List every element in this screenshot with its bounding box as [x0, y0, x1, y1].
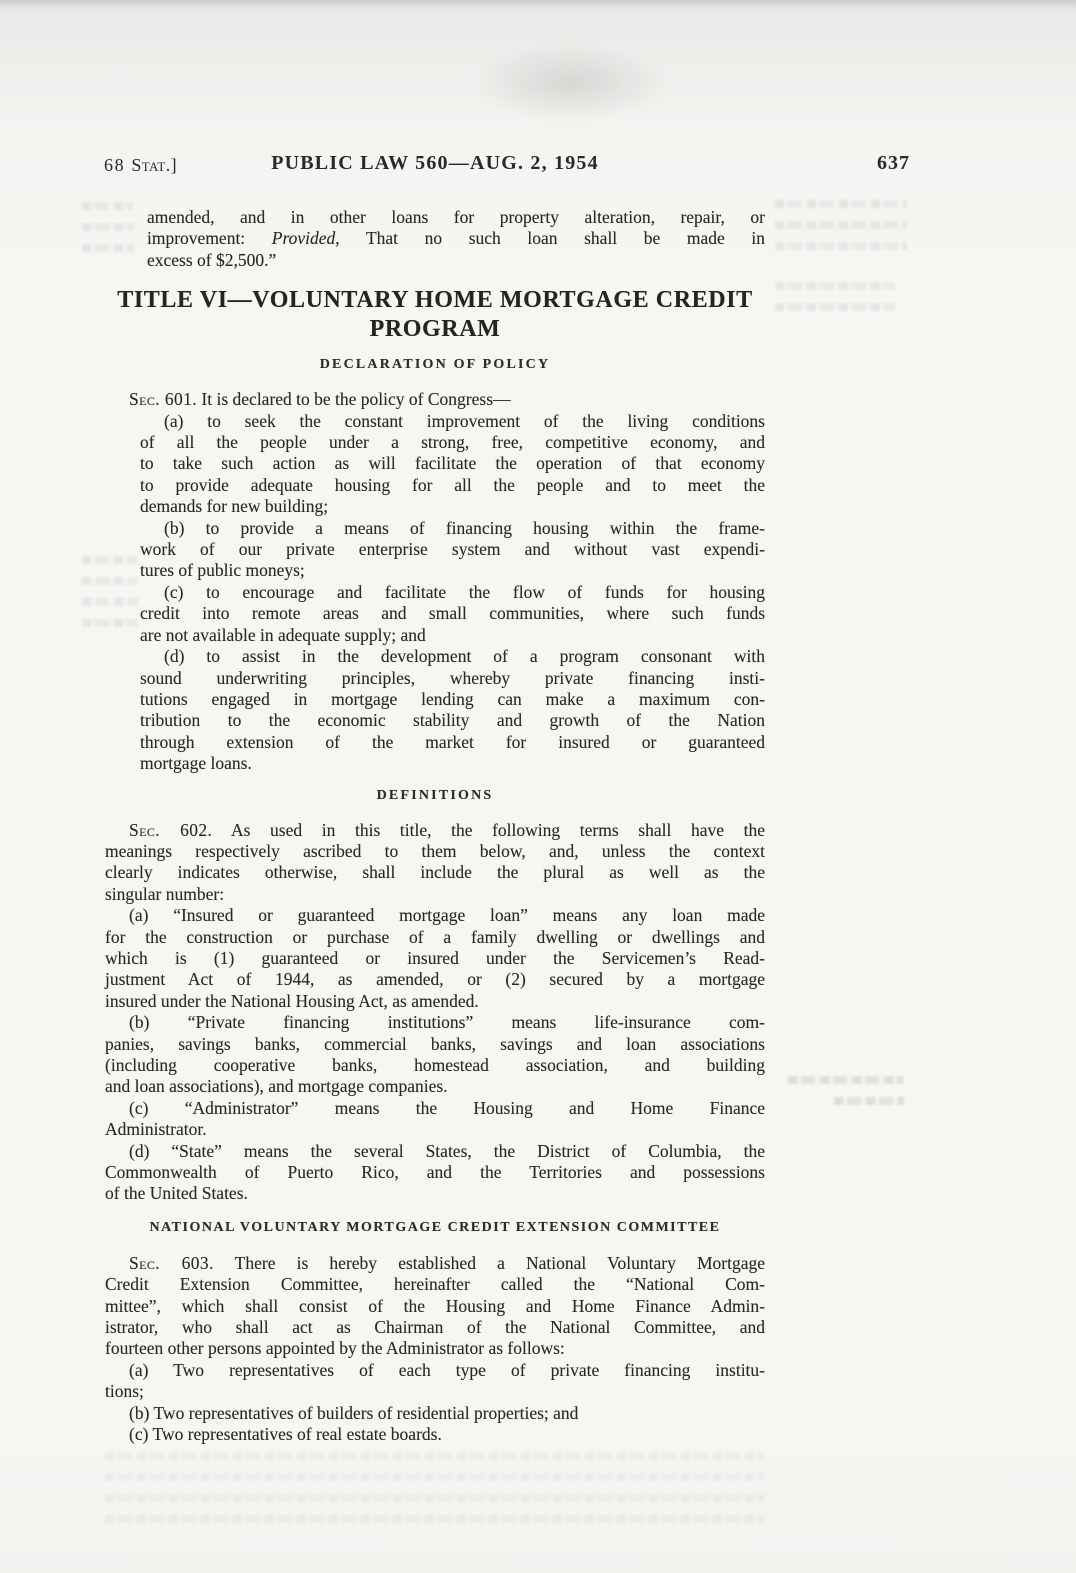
bleedthrough-artifact — [775, 282, 895, 324]
sec-602-intro: Sec. 602. As used in this title, the following terms shall have the meanings respectively ascribed to them below, and, unless the context clearly indicates otherwise, shall include the plural as well as the singular number: — [105, 819, 765, 904]
sec-603-item-a: (a) Two representatives of each type of private financing institu- tions; — [105, 1359, 765, 1402]
scan-edge-shadow — [0, 0, 1076, 10]
bleedthrough-artifact — [775, 200, 907, 263]
scan-stain — [460, 40, 680, 125]
bleedthrough-artifact — [82, 556, 138, 640]
title-line-1: TITLE VI—VOLUNTARY HOME MORTGAGE CREDIT — [117, 287, 753, 314]
statute-volume-citation: 68 Stat.] — [104, 155, 179, 175]
sec-602-item-a: (a) “Insured or guaranteed mortgage loan” means any loan made for the construction or purchase of a family dwelling or dwellings and which is (1) guaranteed or insured under the Servicemen’s Read- justment Act of 1944, as amended, or (2) secured by a mortgage insured under the National Housing Act, as amended. — [105, 905, 765, 1011]
bleedthrough-artifact — [105, 1452, 765, 1536]
sec-603-item-b: (b) Two representatives of builders of residential properties; and — [129, 1402, 579, 1423]
bleedthrough-margin-note — [788, 1076, 904, 1118]
sec-602-item-c: (c) “Administrator” means the Housing and Home Finance Administrator. — [105, 1097, 765, 1140]
declaration-of-policy-heading: DECLARATION OF POLICY — [319, 357, 551, 373]
law-title: PUBLIC LAW 560—AUG. 2, 1954 — [271, 152, 599, 174]
sec-601-item-d: (d) to assist in the development of a program consonant with sound underwriting principles, whereby private financing insti- tutions engaged in mortgage lending can make a maximum con- tribution to the economic stability and growth of the Nation through extension of the market for insured or guaranteed mortgage loans. — [140, 646, 765, 774]
opening-continuation-paragraph: amended, and in other loans for property alteration, repair, or improvement: Provided, That no such loan shall be made in excess of $2,500.” — [147, 207, 765, 270]
national-committee-heading: NATIONAL VOLUNTARY MORTGAGE CREDIT EXTENSION COMMITTEE — [149, 1219, 721, 1235]
sec-601-intro: Sec. 601. It is declared to be the policy of Congress— — [129, 389, 511, 410]
sec-602-item-b: (b) “Private financing institutions” means life-insurance com- panies, savings banks, commercial banks, savings and loan associations (including cooperative banks, homestead association, and building and loan associations), and mortgage companies. — [105, 1012, 765, 1097]
definitions-heading: DEFINITIONS — [376, 787, 494, 803]
sec-602-item-d: (d) “State” means the several States, the District of Columbia, the Commonwealth of Puerto Rico, and the Territories and possessions of the United States. — [105, 1140, 765, 1204]
title-vi-heading — [105, 286, 765, 344]
sec-603-intro: Sec. 603. There is hereby established a National Voluntary Mortgage Credit Extension Committee, hereinafter called the “National Com- mittee”, which shall consist of the Housing and Home Finance Admin- istrator, who shall act as Chairman of the National Committee, and fourteen other persons appointed by the Administrator as follows: — [105, 1252, 765, 1359]
page-number: 637 — [877, 152, 910, 174]
sec-601-item-b: (b) to provide a means of financing housing within the frame- work of our private enterprise system and without vast expendi- tures of public moneys; — [140, 517, 765, 581]
bleedthrough-artifact — [82, 202, 134, 265]
sec-601-item-a: (a) to seek the constant improvement of the living conditions of all the people under a strong, free, competitive economy, and to take such action as will facilitate the operation of that economy to provide adequate housing for all the people and to meet the demands for new building; — [140, 410, 765, 517]
title-line-2: PROGRAM — [369, 316, 501, 343]
page-body — [105, 207, 765, 1446]
sec-603-item-c: (c) Two representatives of real estate boards. — [129, 1424, 442, 1445]
sec-601-item-c: (c) to encourage and facilitate the flow of funds for housing credit into remote areas and small communities, where such funds are not available in adequate supply; and — [140, 581, 765, 645]
